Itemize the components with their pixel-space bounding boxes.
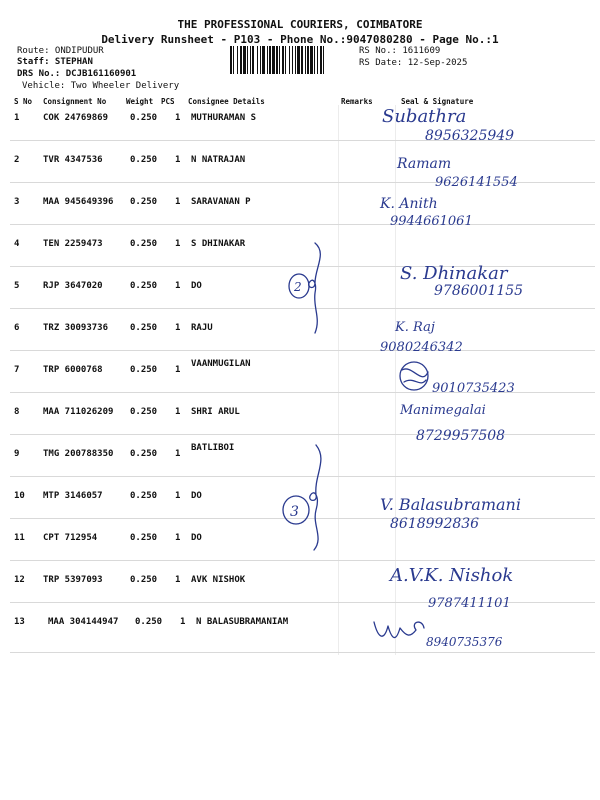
row-sno: 9 (14, 449, 20, 459)
row-weight: 0.250 (130, 449, 158, 459)
signature-3 (378, 192, 518, 234)
row-pcs: 1 (175, 281, 181, 291)
row-weight: 0.250 (130, 365, 158, 375)
barcode (230, 46, 358, 74)
row-consignment: MAA 711026209 (43, 407, 114, 417)
row-weight: 0.250 (130, 239, 158, 249)
bracket-2-mark: 3 (290, 504, 299, 520)
sig6-phone2: 8729957508 (416, 428, 506, 444)
row-consignment: TMG 200788350 (43, 449, 114, 459)
sig8-phone: 9787411101 (428, 596, 511, 611)
sig5-phone: 9080246342 (380, 340, 463, 355)
sig6-phone: 9010735423 (432, 381, 515, 396)
row-pcs: 1 (180, 617, 186, 627)
row-pcs: 1 (175, 365, 181, 375)
row-consignee: SARAVANAN P (191, 197, 251, 207)
row-pcs: 1 (175, 407, 181, 417)
col-consignee: Consignee Details (188, 97, 265, 106)
staff-label: Staff: STEPHAN (17, 57, 93, 67)
row-weight: 0.250 (135, 617, 163, 627)
row-consignment: RJP 3647020 (43, 281, 103, 291)
row-pcs: 1 (175, 575, 181, 585)
sig4-phone: 9786001155 (434, 283, 524, 299)
sig3-phone: 9944661061 (390, 214, 473, 229)
sig7-name: V. Balasubramani (380, 495, 521, 514)
row-pcs: 1 (175, 239, 181, 249)
row-pcs: 1 (175, 491, 181, 501)
row-weight: 0.250 (130, 491, 158, 501)
row-consignee: VAANMUGILAN (191, 359, 251, 369)
sig4-name: S. Dhinakar (400, 263, 508, 284)
runsheet-title: Delivery Runsheet - P103 - Phone No.:9047080280 - Page No.:1 (101, 33, 499, 46)
row-weight: 0.250 (130, 197, 158, 207)
row-consignee: N NATRAJAN (191, 155, 246, 165)
sig1-phone: 8956325949 (425, 128, 515, 144)
row-consignee: DO (191, 491, 202, 501)
row-pcs: 1 (175, 533, 181, 543)
row-consignee: S DHINAKAR (191, 239, 246, 249)
signature-5 (380, 315, 520, 357)
sig3-name: K. Anith (380, 196, 438, 212)
signature-1 (380, 100, 580, 145)
row-consignee: AVK NISHOK (191, 575, 246, 585)
row-weight: 0.250 (130, 533, 158, 543)
col-pcs: PCS (161, 97, 175, 106)
row-consignment: CPT 712954 (43, 533, 98, 543)
row-consignment: TRP 6000768 (43, 365, 103, 375)
row-sno: 12 (14, 575, 25, 585)
row-sno: 8 (14, 407, 20, 417)
sig8-name: A.V.K. Nishok (390, 565, 514, 586)
signature-9 (370, 608, 530, 656)
col-weight: Weight (126, 97, 154, 106)
row-sno: 7 (14, 365, 20, 375)
row-sno: 1 (14, 113, 20, 123)
row-pcs: 1 (175, 155, 181, 165)
row-consignee: DO (191, 533, 202, 543)
col-signature: Seal & Signature (401, 97, 474, 106)
rs-no-label: RS No.: 1611609 (359, 46, 441, 56)
row-pcs: 1 (175, 449, 181, 459)
row-consignment: MAA 945649396 (43, 197, 114, 207)
signature-6 (392, 358, 562, 448)
route-label: Route: ONDIPUDUR (17, 46, 104, 56)
row-weight: 0.250 (130, 575, 158, 585)
col-remarks: Remarks (341, 97, 373, 106)
row-pcs: 1 (175, 323, 181, 333)
signature-8 (388, 555, 588, 615)
row-consignee: BATLIBOI (191, 443, 235, 453)
row-consignment: MAA 304144947 (48, 617, 119, 627)
row-consignment: TRP 5397093 (43, 575, 103, 585)
row-sno: 11 (14, 533, 25, 543)
row-consignee: RAJU (191, 323, 213, 333)
row-pcs: 1 (175, 113, 181, 123)
signature-2 (395, 150, 585, 192)
sig6-name: Manimegalai (400, 403, 486, 418)
row-weight: 0.250 (130, 155, 158, 165)
row-consignee: N BALASUBRAMANIAM (196, 617, 289, 627)
row-sno: 6 (14, 323, 20, 333)
row-consignment: MTP 3146057 (43, 491, 103, 501)
rs-date-label: RS Date: 12-Sep-2025 (359, 58, 468, 68)
row-pcs: 1 (175, 197, 181, 207)
row-consignment: TEN 2259473 (43, 239, 103, 249)
sig2-phone: 9626141554 (435, 175, 518, 190)
company-title: THE PROFESSIONAL COURIERS, COIMBATORE (177, 18, 423, 31)
signature-7 (378, 490, 578, 535)
row-weight: 0.250 (130, 323, 158, 333)
row-consignee: MUTHURAMAN S (191, 113, 257, 123)
row-sno: 13 (14, 617, 25, 627)
row-consignment: TVR 4347536 (43, 155, 103, 165)
bracket-1-mark: 2 (294, 280, 302, 294)
row-consignment: TRZ 30093736 (43, 323, 109, 333)
handwritten-bracket-2 (278, 440, 338, 555)
row-weight: 0.250 (130, 113, 158, 123)
sig2-name: Ramam (397, 156, 452, 172)
col-sno: S No (14, 97, 33, 106)
row-sno: 3 (14, 197, 20, 207)
sig7-phone: 8618992836 (390, 516, 480, 532)
row-weight: 0.250 (130, 281, 158, 291)
row-weight: 0.250 (130, 407, 158, 417)
row-sno: 5 (14, 281, 20, 291)
row-sno: 2 (14, 155, 20, 165)
signature-4 (398, 255, 588, 300)
vehicle-label: Vehicle: Two Wheeler Delivery (22, 81, 180, 91)
sig1-name: Subathra (382, 106, 467, 127)
sig5-name: K. Raj (395, 320, 435, 335)
sig9-phone: 8940735376 (426, 635, 503, 649)
row-consignment: COK 24769869 (43, 113, 109, 123)
col-consignment: Consignment No (43, 97, 107, 106)
drs-label: DRS No.: DCJB161160901 (17, 69, 137, 79)
row-consignee: DO (191, 281, 202, 291)
row-sno: 10 (14, 491, 25, 501)
row-consignee: SHRI ARUL (191, 407, 240, 417)
handwritten-bracket-1 (285, 238, 335, 338)
row-sno: 4 (14, 239, 20, 249)
